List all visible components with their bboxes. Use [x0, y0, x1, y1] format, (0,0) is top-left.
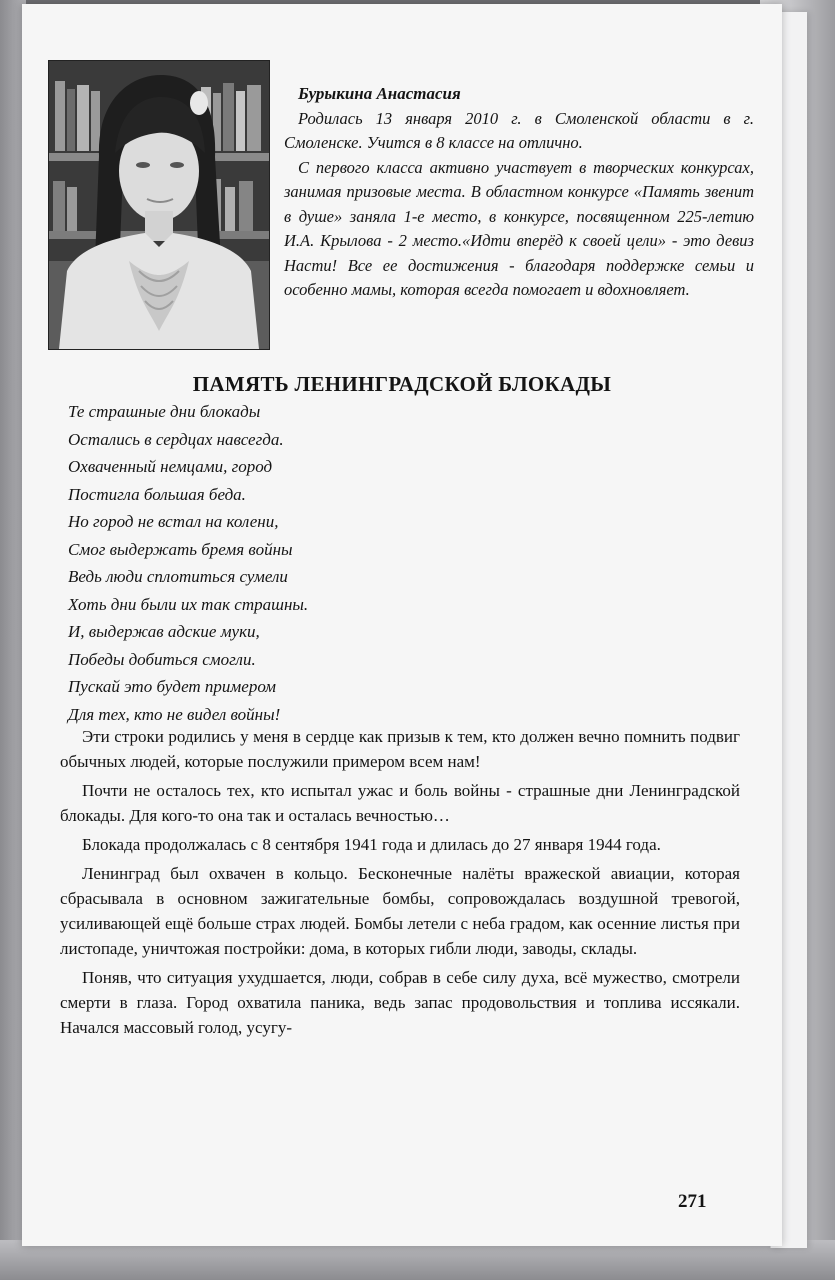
prose-paragraph: Ленинград был охвачен в кольцо. Бесконечные налёты вражеской авиации, которая сбрасывала в основном зажигательные бомбы, сопровождалась воздушной тревогой, усиливающей ещё больше страх людей. Бомбы летели с неба градом, как осенние листья при листопаде, уничтожая постройки: дома, в которых гибли люди, заводы, склады. [60, 864, 740, 958]
poem-line: Победы добиться смогли. [68, 649, 256, 669]
poem-line: Но город не встал на колени, [68, 512, 279, 531]
author-bio [284, 82, 754, 303]
book-page [22, 4, 782, 1246]
prose-paragraph: Почти не осталось тех, кто испытал ужас и боль войны - страшные дни Ленинградской блокады. Для кого-то она так и осталась вечностью… [60, 781, 740, 825]
prose-paragraph: Блокада продолжалась с 8 сентября 1941 года и длилась до 27 января 1944 года. [82, 835, 661, 854]
prose-text [60, 724, 740, 1044]
background-bottom [0, 1240, 835, 1280]
poem-line: Пускай это будет примером [68, 677, 277, 696]
poem-line: Остались в сердцах навсегда. [68, 429, 284, 449]
poem-line: Охваченный немцами, город [68, 457, 273, 476]
poem-title: ПАМЯТЬ ЛЕНИНГРАДСКОЙ БЛОКАДЫ [192, 372, 612, 396]
author-photo [48, 60, 270, 350]
author-name: Бурыкина Анастасия [298, 84, 461, 103]
poem-line: Хоть дни были их так страшны. [68, 594, 309, 614]
prose-paragraph: Эти строки родились у меня в сердце как призыв к тем, кто должен вечно помнить подвиг обычных людей, которые послужили примером всем нам! [60, 727, 740, 771]
poem [68, 398, 728, 728]
prose-paragraph: Поняв, что ситуация ухудшается, люди, собрав в себе силу духа, всё мужество, смотрели смерти в глаза. Город охватила паника, ведь запас продовольствия и топлива иссякали. Начался массовый голод, усугу- [60, 968, 740, 1037]
bio-paragraph: С первого класса активно участвует в творческих конкурсах, занимая призовые места. В областном конкурсе «Память звенит в душе» заняла 1-е место, в конкурсе, посвященном 225-летию И.А. Крылова - 2 место.«Идти вперёд к своей цели» - это девиз Насти! Все ее достижения - благодаря поддержке семьи и особенно мамы, которая всегда помогает и вдохновляет. [284, 157, 754, 299]
poem-line: Для тех, кто не видел войны! [68, 704, 281, 724]
poem-line: И, выдержав адские муки, [68, 622, 260, 641]
page-number: 271 [678, 1191, 707, 1212]
poem-line: Те страшные дни блокады [68, 402, 261, 421]
poem-line: Смог выдержать бремя войны [68, 539, 293, 559]
poem-line: Постигла большая беда. [68, 484, 246, 504]
poem-line: Ведь люди сплотиться сумели [68, 567, 288, 586]
bio-paragraph: Родилась 13 января 2010 г. в Смоленской области в г. Смоленске. Учится в 8 классе на отлично. [284, 108, 754, 152]
